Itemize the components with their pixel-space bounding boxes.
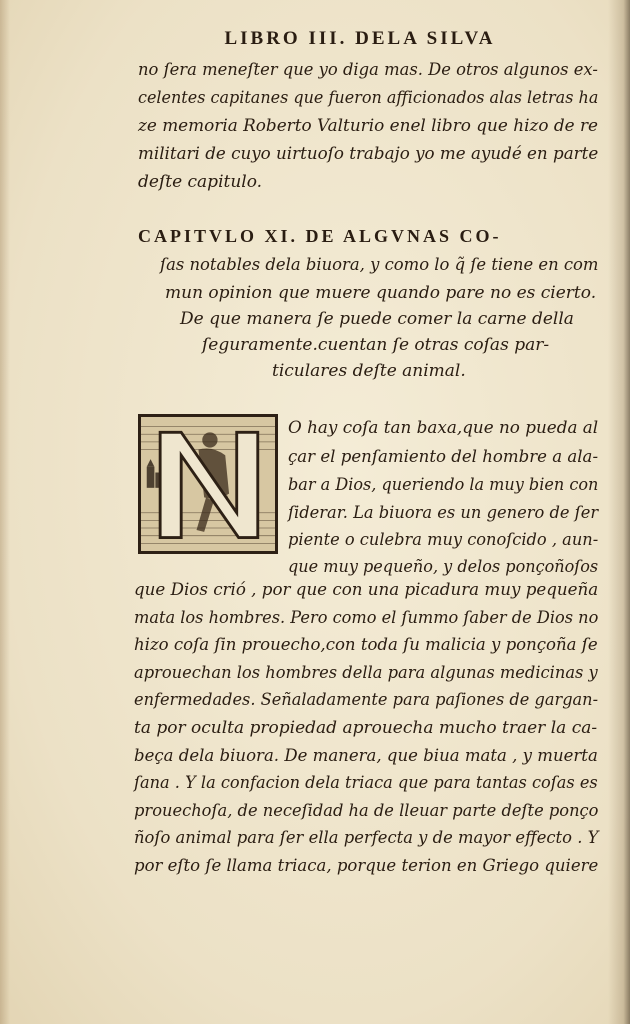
woodcut-initial-illustration: [141, 417, 275, 551]
intro-line: celentes capitanes que fueron afficionados alas letras ha: [138, 88, 599, 108]
body-line: que Dios crió , por que con una picadura muy pequeña: [134, 580, 599, 600]
running-header: LIBRO III. DELA SILVA: [224, 28, 496, 49]
body-line: ſana . Y la confacion dela triaca que para tantas coſas es: [134, 773, 598, 793]
chapter-subtitle-line: ſeguramente.cuentan ſe otras coſas par-: [202, 335, 550, 355]
body-line: beça dela biuora. De manera, que biua mata , y muerta: [134, 746, 598, 766]
page-edge: [0, 0, 10, 1024]
intro-line: no ſera meneſter que yo diga mas. De otros algunos ex-: [138, 60, 598, 80]
body-line: ñoſo animal para ſer ella perfecta y de mayor effecto . Y: [134, 828, 599, 848]
body-line: aprouechan los hombres della para algunas medicinas y: [134, 663, 598, 683]
chapter-subtitle-line: ticulares deſte animal.: [272, 361, 466, 381]
chapter-title: CAPITVLO XI. DE ALGVNAS CO-: [138, 226, 502, 246]
body-line: O hay coſa tan baxa,que no pueda al: [288, 418, 599, 438]
body-line: mata los hombres. Pero como el ſummo ſaber de Dios no: [134, 608, 599, 628]
intro-line: ze memoria Roberto Valturio enel libro que hizo de re: [138, 116, 598, 136]
chapter-subtitle-line: De que manera ſe puede comer la carne della: [180, 309, 574, 329]
body-line: por eſto ſe llama triaca, porque terion en Griego quiere: [134, 856, 599, 876]
body-line: enfermedades. Señaladamente para paſiones de gargan-: [134, 690, 599, 710]
body-line: piente o culebra muy conoſcido , aun-: [288, 530, 599, 550]
body-line: prouechoſa, de neceſidad ha de lleuar parte deſte ponço: [134, 801, 599, 821]
body-line: ta por oculta propiedad aprouecha mucho traer la ca-: [134, 718, 598, 738]
initial-letter: N: [208, 531, 209, 533]
body-line: ſiderar. La biuora es un genero de ſer: [288, 503, 599, 523]
body-line: çar el penſamiento del hombre a ala-: [288, 447, 599, 467]
intro-line: deſte capitulo.: [138, 172, 263, 192]
body-line: que muy pequeño, y delos ponçoñoſos: [288, 557, 599, 577]
intro-line: militari de cuyo uirtuoſo trabajo yo me ayudé en parte: [138, 144, 599, 164]
body-line: hizo coſa ſin prouecho,con toda ſu malicia y ponçoña ſe: [134, 635, 598, 655]
chapter-subtitle-line: ſas notables dela biuora, y como lo q̃ ſe tiene en com: [160, 255, 599, 275]
body-line: bar a Dios, queriendo la muy bien con: [288, 475, 599, 495]
chapter-subtitle-line: mun opinion que muere quando pare no es cierto.: [165, 283, 597, 303]
decorated-initial: [138, 414, 278, 554]
gutter-shadow: [608, 0, 630, 1024]
